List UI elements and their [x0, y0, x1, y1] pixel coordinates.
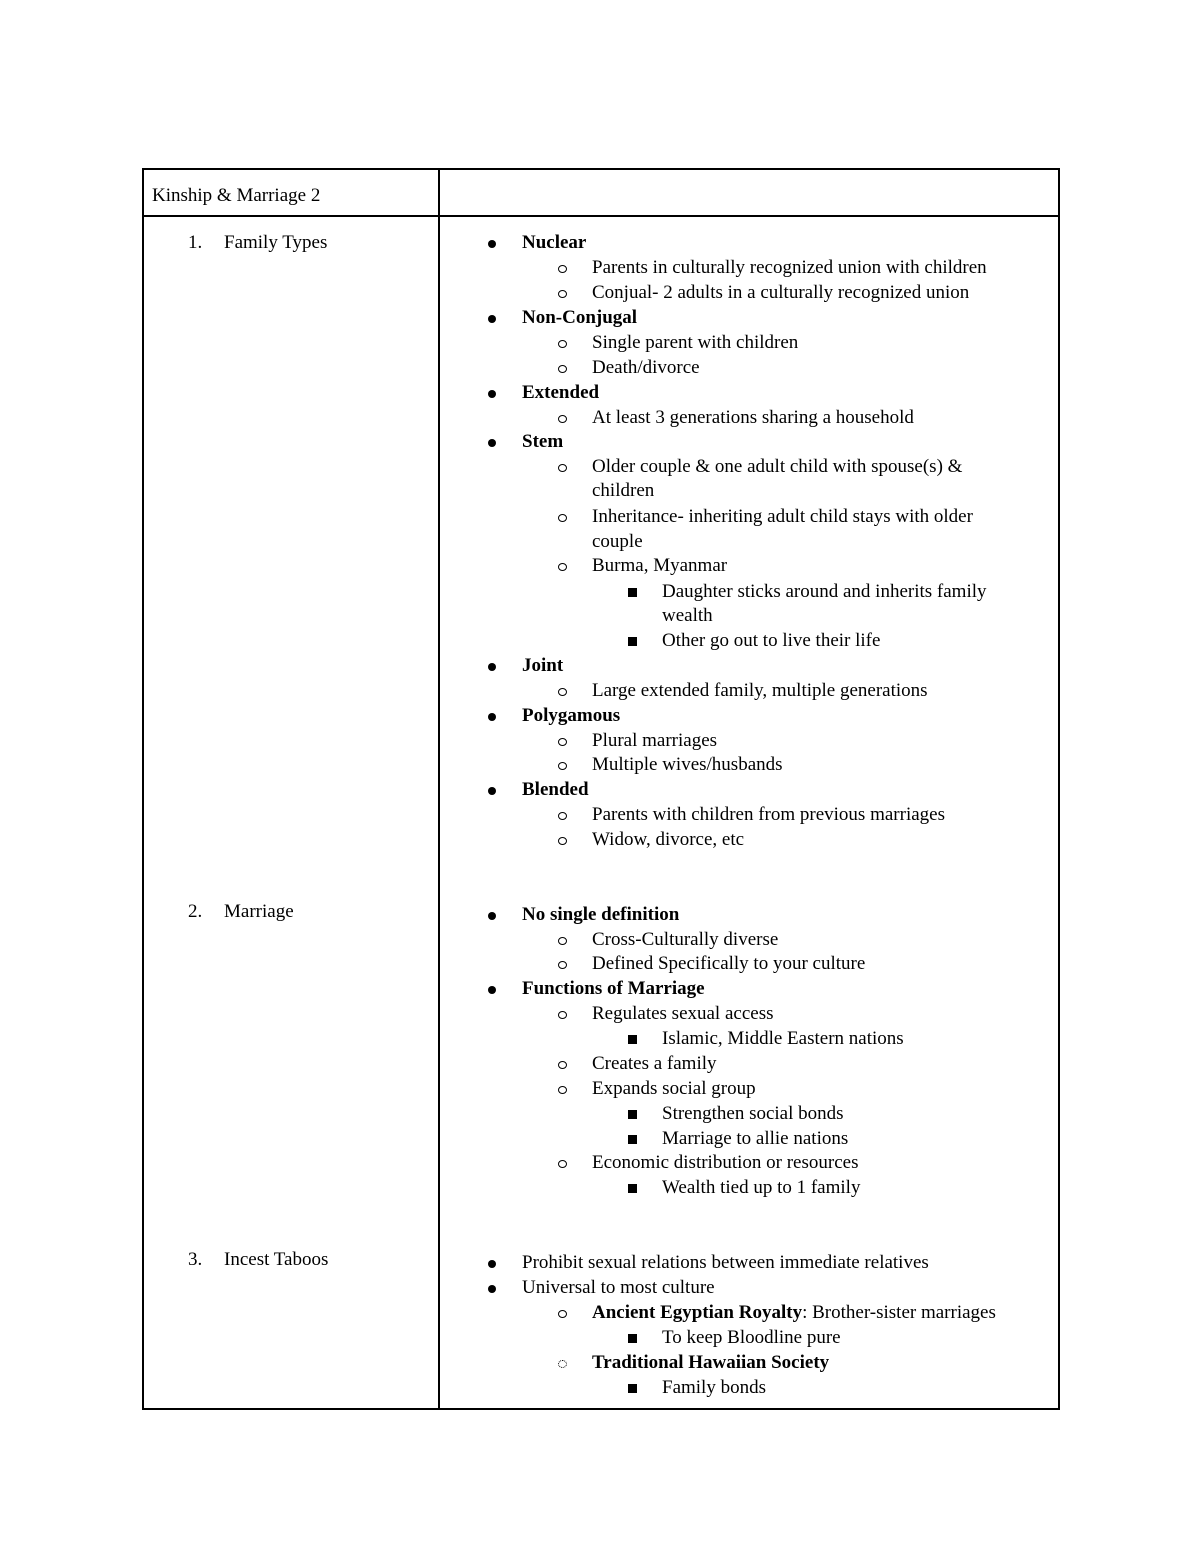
bullet-circle-icon: [558, 679, 567, 703]
bullet-disc-icon: [488, 1276, 496, 1300]
list-item-text: Non-Conjugal: [522, 307, 638, 328]
section-label-marriage: [188, 900, 294, 924]
list-item-text: children: [592, 480, 655, 501]
bullet-square-icon: [628, 1326, 637, 1350]
notes-table: [142, 168, 1060, 1410]
bullet-circle-icon: [558, 356, 567, 380]
list-item-text: Daughter sticks around and inherits family: [662, 581, 987, 602]
section-title: Incest Taboos: [224, 1249, 329, 1270]
section-number: 1.: [188, 232, 203, 253]
list-item-text: Blended: [522, 779, 589, 800]
bullet-circle-icon: [558, 406, 567, 430]
list-item-text: Burma, Myanmar: [592, 555, 728, 576]
list-item-text: Regulates sexual access: [592, 1003, 774, 1024]
page-title: Kinship & Marriage 2: [152, 185, 321, 206]
list-item-text: Large extended family, multiple generations: [592, 680, 928, 701]
bullet-disc-icon: [488, 903, 496, 927]
bullet-disc-icon: [488, 231, 496, 255]
list-item-text: Strengthen social bonds: [662, 1103, 844, 1124]
bullet-circle-icon: [558, 828, 567, 852]
list-item-text: Widow, divorce, etc: [592, 829, 745, 850]
bullet-circle-icon: [558, 281, 567, 305]
bullet-circle-icon: [558, 928, 567, 952]
list-item-text: Creates a family: [592, 1053, 717, 1074]
bullet-circle-icon: [558, 952, 567, 976]
list-item-text: Polygamous: [522, 705, 621, 726]
list-item-text: Multiple wives/husbands: [592, 754, 783, 775]
bullet-disc-icon: [488, 654, 496, 678]
bullet-square-icon: [628, 1127, 637, 1151]
list-item-text: couple: [592, 531, 643, 552]
list-item-text: Joint: [522, 655, 564, 676]
bullet-circle-icon: [558, 455, 567, 479]
bullet-square-icon: [628, 1176, 637, 1200]
bullet-circle-icon: [558, 1002, 567, 1026]
list-item-text: Inheritance- inheriting adult child stays with older: [592, 506, 973, 527]
bullet-circle-icon: [558, 554, 567, 578]
section-number: 2.: [188, 901, 203, 922]
bullet-disc-icon: [488, 381, 496, 405]
list-item-text: Cross-Culturally diverse: [592, 929, 779, 950]
list-item-text: Prohibit sexual relations between immediate relatives: [522, 1252, 929, 1273]
bullet-circle-icon: [558, 331, 567, 355]
bullet-disc-icon: [488, 778, 496, 802]
list-item-text: Nuclear: [522, 232, 587, 253]
bullet-square-icon: [628, 629, 637, 653]
body-text: : Brother-sister marriages: [802, 1302, 996, 1323]
list-item-text: Parents in culturally recognized union with children: [592, 257, 987, 278]
section-title: Family Types: [224, 232, 328, 253]
emphasis-text: Ancient Egyptian Royalty: [592, 1302, 803, 1323]
bullet-square-icon: [628, 1102, 637, 1126]
list-item-text: Family bonds: [662, 1377, 766, 1398]
list-item-text: Older couple & one adult child with spouse(s) &: [592, 456, 963, 477]
bullet-circle-icon: [558, 1151, 567, 1175]
list-item-text: Expands social group: [592, 1078, 756, 1099]
list-item-text: Universal to most culture: [522, 1277, 715, 1298]
list-item-text: Wealth tied up to 1 family: [662, 1177, 861, 1198]
bullet-circle-icon: [558, 505, 567, 529]
bullet-circle-icon: [558, 1052, 567, 1076]
list-item-text: Death/divorce: [592, 357, 700, 378]
list-item-text: At least 3 generations sharing a household: [592, 407, 914, 428]
section-title: Marriage: [224, 901, 294, 922]
bullet-square-icon: [628, 1027, 637, 1051]
bullet-square-icon: [628, 1376, 637, 1400]
list-item-text: Parents with children from previous marriages: [592, 804, 945, 825]
section-label-incest-taboos: [188, 1248, 328, 1272]
bullet-square-icon: [628, 580, 637, 604]
bullet-disc-icon: [488, 430, 496, 454]
list-item-text: No single definition: [522, 904, 680, 925]
list-item-text: Plural marriages: [592, 730, 718, 751]
list-item-text: Extended: [522, 382, 600, 403]
bullet-disc-icon: [488, 977, 496, 1001]
bullet-circle-icon: [558, 729, 567, 753]
bullet-disc-icon: [488, 704, 496, 728]
list-item-text: Functions of Marriage: [522, 978, 705, 999]
bullet-disc-icon: [488, 306, 496, 330]
notes-column: [440, 170, 1058, 1408]
list-item-text: Single parent with children: [592, 332, 799, 353]
list-item-text: wealth: [662, 605, 713, 626]
bullet-circle-icon: [558, 753, 567, 777]
list-item-text: [592, 1301, 996, 1325]
bullet-circle-icon: [558, 256, 567, 280]
bullet-circle-icon: [558, 1077, 567, 1101]
list-item-text: Marriage to allie nations: [662, 1128, 849, 1149]
list-item-text: Stem: [522, 431, 564, 452]
list-item-text: Defined Specifically to your culture: [592, 953, 866, 974]
list-item-text: Islamic, Middle Eastern nations: [662, 1028, 904, 1049]
section-number: 3.: [188, 1249, 203, 1270]
bullet-circle-dotted-icon: [558, 1351, 567, 1375]
bullet-disc-icon: [488, 1251, 496, 1275]
list-item-text: Conjual- 2 adults in a culturally recognized union: [592, 282, 970, 303]
bullet-circle-icon: [558, 803, 567, 827]
section-label-family-types: [188, 231, 327, 255]
list-item-text: Other go out to live their life: [662, 630, 881, 651]
list-item-text: Traditional Hawaiian Society: [592, 1352, 830, 1373]
list-item-text: Economic distribution or resources: [592, 1152, 859, 1173]
bullet-circle-icon: [558, 1301, 567, 1325]
list-item-text: To keep Bloodline pure: [662, 1327, 841, 1348]
